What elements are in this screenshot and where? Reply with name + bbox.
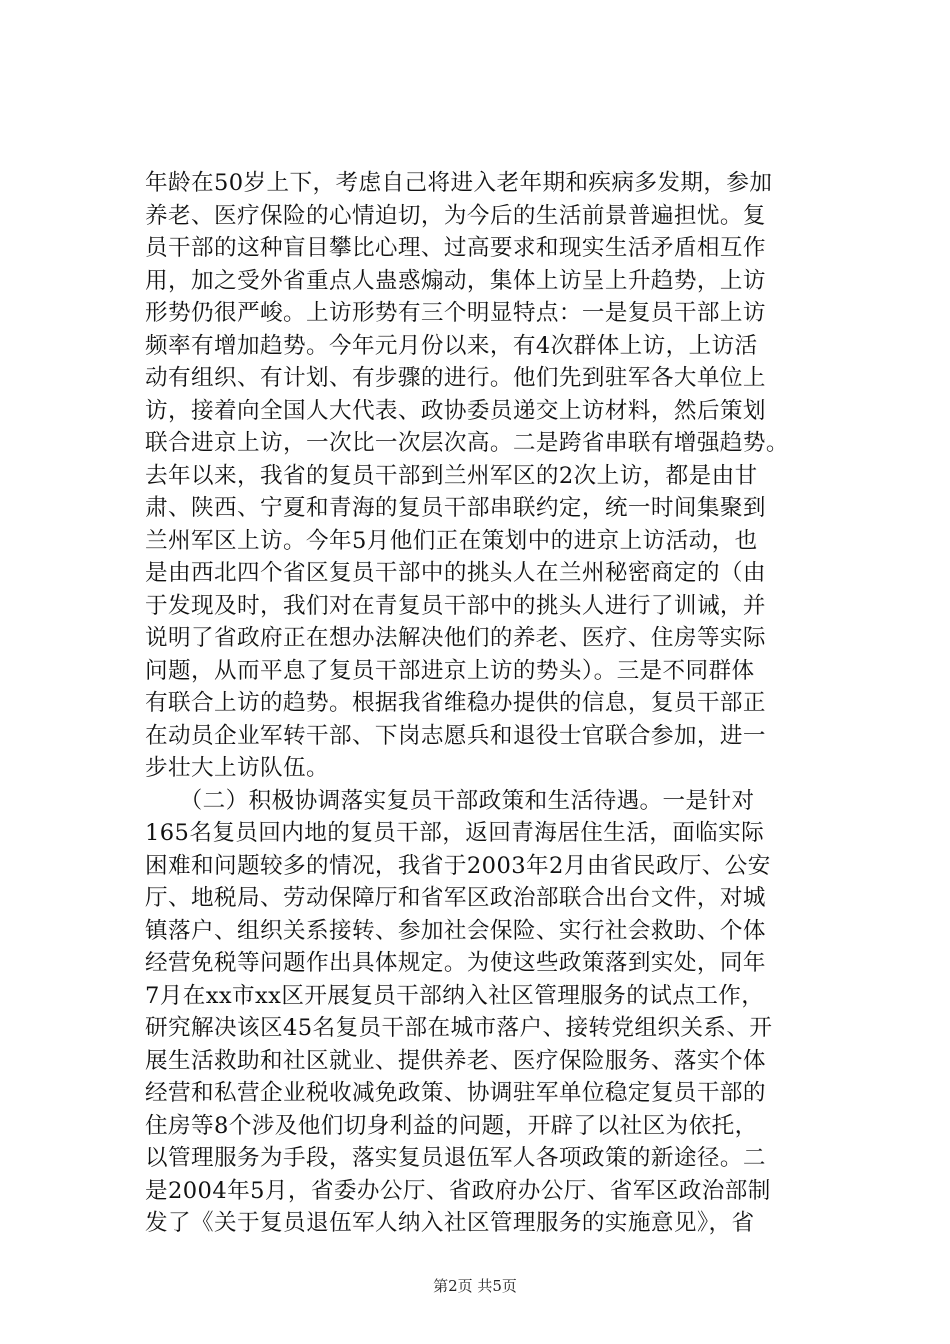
text-line: 研究解决该区45名复员干部在城市落户、接转党组织关系、开 [145, 1015, 773, 1041]
text-line: 住房等8个涉及他们切身利益的问题，开辟了以社区为依托， [145, 1112, 758, 1139]
text-line: 联合进京上访，一次比一次层次高。二是跨省串联有增强趋势。 [145, 430, 789, 456]
text-line: （二）积极协调落实复员干部政策和生活待遇。一是针对 [145, 787, 755, 814]
text-line: 说明了省政府正在想办法解决他们的养老、医疗、住房等实际 [145, 625, 766, 651]
text-line: 经营和私营企业税收减免政策、协调驻军单位稳定复员干部的 [145, 1080, 766, 1106]
text-line: 镇落户、组织关系接转、参加社会保险、实行社会救助、个体 [145, 917, 766, 944]
text-line: 经营免税等问题作出具体规定。为使这些政策落到实处，同年 [145, 950, 766, 976]
text-line: 步壮大上访队伍。 [145, 755, 329, 781]
text-line: 有联合上访的趋势。根据我省维稳办提供的信息，复员干部正 [145, 690, 766, 716]
text-line: 肃、陕西、宁夏和青海的复员干部串联约定，统一时间集聚到 [145, 495, 766, 521]
text-line: 问题，从而平息了复员干部进京上访的势头）。三是不同群体 [145, 657, 755, 684]
text-line: 发了《关于复员退伍军人纳入社区管理服务的实施意见》，省 [145, 1210, 755, 1236]
text-line: 是由西北四个省区复员干部中的挑头人在兰州秘密商定的（由 [145, 560, 766, 586]
text-line: 形势仍很严峻。上访形势有三个明显特点：一是复员干部上访 [145, 300, 766, 326]
text-line: 厅、地税局、劳动保障厅和省军区政治部联合出台文件，对城 [145, 885, 766, 911]
text-line: 动有组织、有计划、有步骤的进行。他们先到驻军各大单位上 [145, 365, 766, 391]
text-line: 7月在xx市xx区开展复员干部纳入社区管理服务的试点工作， [145, 982, 765, 1009]
text-line: 在动员企业军转干部、下岗志愿兵和退役士官联合参加，进一 [145, 722, 766, 749]
text-line: 用，加之受外省重点人蛊惑煽动，集体上访呈上升趋势，上访 [145, 267, 766, 294]
text-line: 年龄在50岁上下，考虑自己将进入老年期和疾病多发期，参加 [145, 170, 773, 196]
text-line: 以管理服务为手段，落实复员退伍军人各项政策的新途径。二 [145, 1145, 766, 1171]
text-line: 165名复员回内地的复员干部，返回青海居住生活，面临实际 [145, 820, 765, 846]
text-line: 是2004年5月，省委办公厅、省政府办公厅、省军区政治部制 [145, 1177, 771, 1204]
body-text [145, 167, 835, 1240]
text-line: 展生活救助和社区就业、提供养老、医疗保险服务、落实个体 [145, 1047, 766, 1074]
text-line: 员干部的这种盲目攀比心理、过高要求和现实生活矛盾相互作 [145, 235, 766, 261]
page-footer: 第2页 共5页 [433, 1277, 517, 1295]
text-line: 困难和问题较多的情况，我省于2003年2月由省民政厅、公安 [145, 852, 771, 879]
text-line: 频率有增加趋势。今年元月份以来，有4次群体上访，上访活 [145, 332, 758, 359]
text-line: 兰州军区上访。今年5月他们正在策划中的进京上访活动，也 [145, 527, 758, 554]
text-line: 去年以来，我省的复员干部到兰州军区的2次上访，都是由甘 [145, 462, 758, 489]
text-line: 于发现及时，我们对在青复员干部中的挑头人进行了训诫，并 [145, 592, 766, 619]
text-line: 养老、医疗保险的心情迫切，为今后的生活前景普遍担忧。复 [145, 202, 766, 229]
text-line: 访，接着向全国人大代表、政协委员递交上访材料，然后策划 [145, 397, 766, 424]
